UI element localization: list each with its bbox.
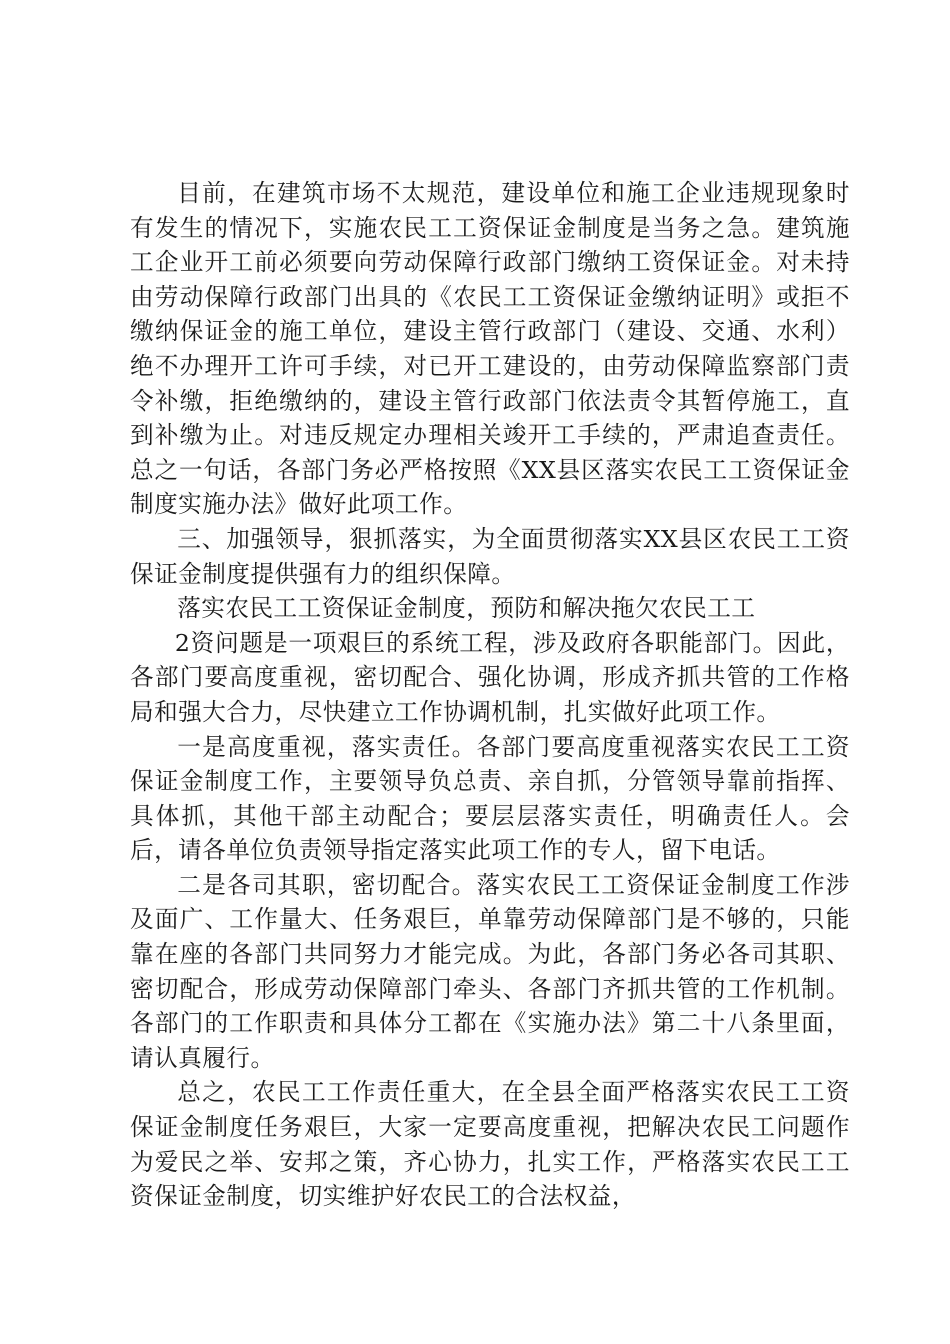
paragraph-6: 二是各司其职，密切配合。落实农民工工资保证金制度工作涉及面广、工作量大、任务艰巨，单靠劳动保障部门是不够的，只能靠在座的各部门共同努力才能完成。为此，各部门务必各司其职、密切配合，形成劳动保障部门牵头、各部门齐抓共管的工作机制。各部门的工作职责和具体分工都在《实施办法》第二十八条里面，请认真履行。 bbox=[130, 870, 850, 1072]
paragraph-2: 三、加强领导，狠抓落实，为全面贯彻落实XX县区农民工工资保证金制度提供强有力的组织保障。 bbox=[130, 524, 850, 588]
paragraph-5: 一是高度重视，落实责任。各部门要高度重视落实农民工工资保证金制度工作，主要领导负总责、亲自抓，分管领导靠前指挥、具体抓，其他干部主动配合；要层层落实责任，明确责任人。会后，请各单位负责领导指定落实此项工作的专人，留下电话。 bbox=[130, 732, 850, 865]
document-body bbox=[130, 176, 850, 1214]
paragraph-7: 总之，农民工工作责任重大，在全县全面严格落实农民工工资保证金制度任务艰巨，大家一定要高度重视，把解决农民工问题作为爱民之举、安邦之策，齐心协力，扎实工作，严格落实农民工工资保证金制度，切实维护好农民工的合法权益， bbox=[130, 1078, 850, 1211]
paragraph-4: 2资问题是一项艰巨的系统工程，涉及政府各职能部门。因此，各部门要高度重视，密切配合、强化协调，形成齐抓共管的工作格局和强大合力，尽快建立工作协调机制，扎实做好此项工作。 bbox=[130, 628, 850, 726]
paragraph-1: 目前，在建筑市场不太规范，建设单位和施工企业违规现象时有发生的情况下，实施农民工工资保证金制度是当务之急。建筑施工企业开工前必须要向劳动保障行政部门缴纳工资保证金。对未持由劳动保障行政部门出具的《农民工工资保证金缴纳证明》或拒不缴纳保证金的施工单位，建设主管行政部门（建设、交通、水利）绝不办理开工许可手续，对已开工建设的，由劳动保障监察部门责令补缴，拒绝缴纳的，建设主管行政部门依法责令其暂停施工，直到补缴为止。对违反规定办理相关竣开工手续的，严肃追查责任。总之一句话，各部门务必严格按照《XX县区落实农民工工资保证金制度实施办法》做好此项工作。 bbox=[130, 179, 850, 519]
paragraph-3: 落实农民工工资保证金制度，预防和解决拖欠农民工工 bbox=[177, 594, 756, 623]
